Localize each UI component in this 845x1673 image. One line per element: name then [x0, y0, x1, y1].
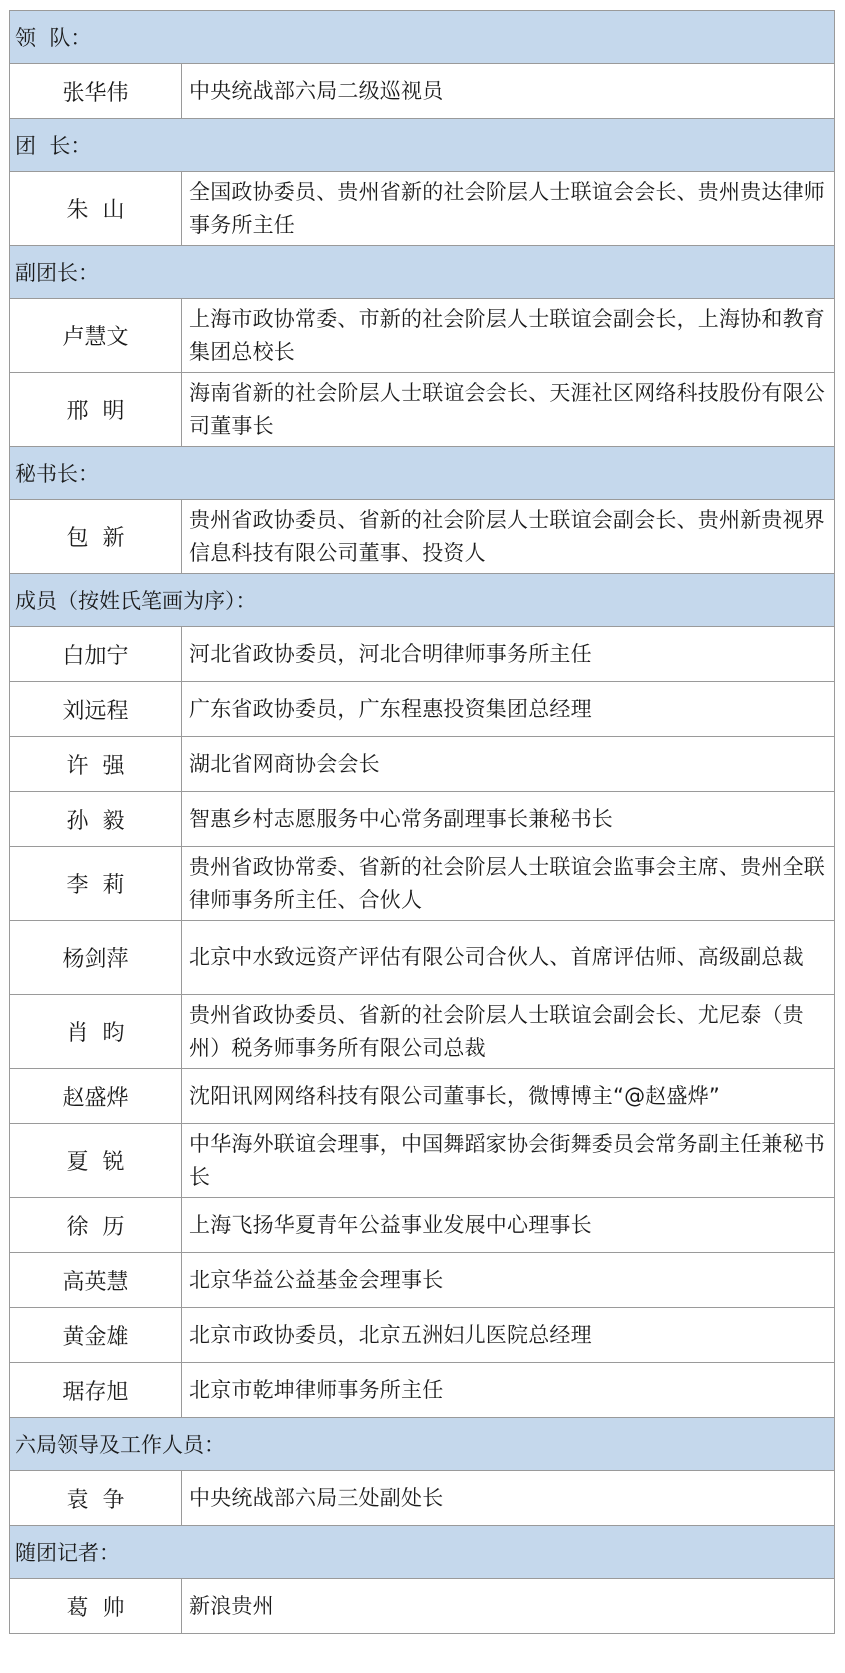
table-row — [9, 792, 835, 847]
table-row — [9, 500, 835, 574]
section-header-members: 成员（按姓氏笔画为序）： — [9, 574, 835, 627]
member-name: 张华伟 — [10, 64, 182, 118]
member-title: 河北省政协委员，河北合明律师事务所主任 — [189, 641, 592, 666]
section-header-bureau-staff: 六局领导及工作人员： — [9, 1418, 835, 1471]
member-title: 沈阳讯网网络科技有限公司董事长，微博博主“@赵盛烨” — [189, 1083, 720, 1108]
member-name: 白加宁 — [10, 627, 182, 681]
member-name: 袁 争 — [10, 1471, 182, 1525]
member-name: 卢慧文 — [10, 299, 182, 372]
delegation-roster-table — [9, 10, 835, 1634]
table-row — [9, 627, 835, 682]
member-name: 赵盛烨 — [10, 1069, 182, 1123]
table-row — [9, 1308, 835, 1363]
table-row — [9, 64, 835, 119]
member-title: 智惠乡村志愿服务中心常务副理事长兼秘书长 — [189, 806, 613, 831]
table-row — [9, 995, 835, 1069]
member-name: 夏 锐 — [10, 1124, 182, 1197]
member-title: 贵州省政协常委、省新的社会阶层人士联谊会监事会主席、贵州全联律师事务所主任、合伙人 — [189, 854, 825, 912]
table-row — [9, 373, 835, 447]
member-title: 贵州省政协委员、省新的社会阶层人士联谊会副会长、贵州新贵视界信息科技有限公司董事、投资人 — [189, 507, 825, 565]
section-header-secretary-general: 秘书长： — [9, 447, 835, 500]
member-title: 上海飞扬华夏青年公益事业发展中心理事长 — [189, 1212, 592, 1237]
table-row — [9, 847, 835, 921]
table-row — [9, 172, 835, 246]
member-name: 琚存旭 — [10, 1363, 182, 1417]
member-name: 邢 明 — [10, 373, 182, 446]
member-name: 高英慧 — [10, 1253, 182, 1307]
member-title: 全国政协委员、贵州省新的社会阶层人士联谊会会长、贵州贵达律师事务所主任 — [189, 179, 825, 237]
section-header-reporter: 随团记者： — [9, 1526, 835, 1579]
table-row — [9, 299, 835, 373]
member-name: 黄金雄 — [10, 1308, 182, 1362]
table-row — [9, 1069, 835, 1124]
table-row — [9, 1198, 835, 1253]
member-title: 中央统战部六局三处副处长 — [189, 1485, 444, 1510]
member-name: 徐 历 — [10, 1198, 182, 1252]
member-title: 北京中水致远资产评估有限公司合伙人、首席评估师、高级副总裁 — [189, 945, 804, 969]
member-name: 孙 毅 — [10, 792, 182, 846]
member-title: 海南省新的社会阶层人士联谊会会长、天涯社区网络科技股份有限公司董事长 — [189, 380, 825, 438]
member-name: 李 莉 — [10, 847, 182, 920]
member-title: 北京市政协委员，北京五洲妇儿医院总经理 — [189, 1322, 592, 1347]
member-name: 肖 昀 — [10, 995, 182, 1068]
member-name: 杨剑萍 — [10, 921, 182, 994]
member-title: 新浪贵州 — [189, 1593, 274, 1618]
table-row — [9, 1363, 835, 1418]
member-title: 湖北省网商协会会长 — [189, 751, 380, 776]
section-header-head: 团 长： — [9, 119, 835, 172]
member-name: 许 强 — [10, 737, 182, 791]
section-header-deputy-head: 副团长： — [9, 246, 835, 299]
table-row — [9, 1253, 835, 1308]
member-title: 中华海外联谊会理事，中国舞蹈家协会街舞委员会常务副主任兼秘书长 — [189, 1131, 825, 1189]
member-title: 中央统战部六局二级巡视员 — [189, 78, 444, 103]
member-name: 包 新 — [10, 500, 182, 573]
table-row — [9, 1471, 835, 1526]
table-row — [9, 1124, 835, 1198]
table-row — [9, 682, 835, 737]
member-title: 北京华益公益基金会理事长 — [189, 1267, 444, 1292]
member-title: 广东省政协委员，广东程惠投资集团总经理 — [189, 696, 592, 721]
member-title: 北京市乾坤律师事务所主任 — [189, 1377, 444, 1402]
table-row — [9, 921, 835, 995]
member-title: 贵州省政协委员、省新的社会阶层人士联谊会副会长、尤尼泰（贵州）税务师事务所有限公司总裁 — [189, 1002, 804, 1060]
member-name: 朱 山 — [10, 172, 182, 245]
table-row — [9, 737, 835, 792]
member-name: 刘远程 — [10, 682, 182, 736]
table-row — [9, 1579, 835, 1634]
section-header-leader: 领 队： — [9, 11, 835, 64]
member-title: 上海市政协常委、市新的社会阶层人士联谊会副会长，上海协和教育集团总校长 — [189, 306, 825, 364]
member-name: 葛 帅 — [10, 1579, 182, 1633]
